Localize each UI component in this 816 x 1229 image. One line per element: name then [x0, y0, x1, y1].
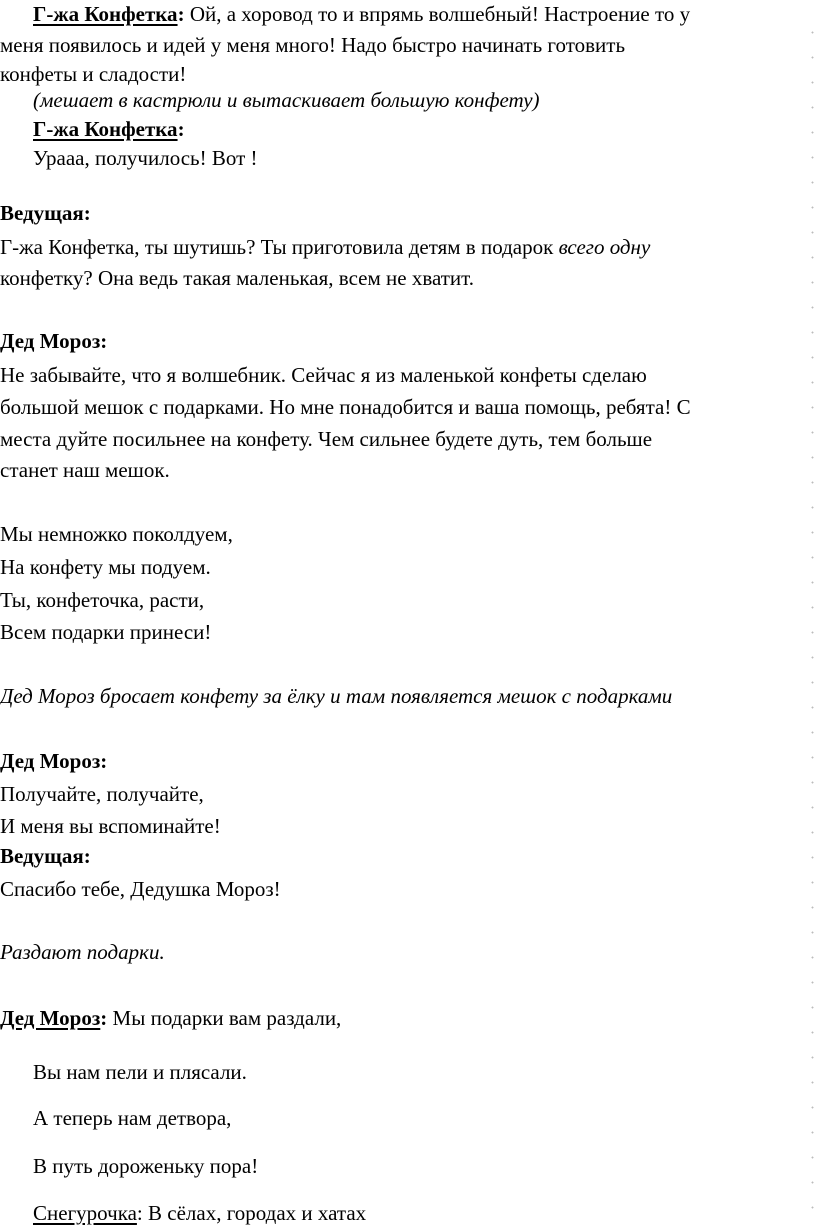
line-14 [0, 460, 170, 481]
dialogue-text: Г-жа Конфетка, ты шутишь? Ты приготовила детям в подарок [0, 235, 559, 259]
stage-direction-text: Дед Мороз бросает конфету за ёлку и там появляется мешок с подарками [0, 684, 673, 708]
dialogue-text: большой мешок с подарками. Но мне понадобится и ваша помощь, ребята! С [0, 395, 691, 419]
speaker-name: Ведущая: [0, 844, 91, 868]
dialogue-text: конфеты и сладости! [0, 62, 187, 86]
verse-line [0, 524, 233, 545]
stage-direction [0, 942, 165, 963]
speaker-colon: : [100, 1006, 108, 1030]
speaker-colon: : [177, 2, 185, 26]
line-8 [0, 237, 650, 258]
stage-direction-text: (мешает в кастрюли и вытаскивает большую конфету) [33, 88, 540, 112]
verse-text: Вы нам пели и плясали. [33, 1060, 247, 1084]
verse-text: А теперь нам детвора, [33, 1106, 232, 1130]
stage-direction-text: Раздают подарки. [0, 940, 165, 964]
dialogue-text: Не забывайте, что я волшебник. Сейчас я из маленькой конфеты сделаю [0, 363, 647, 387]
speaker-ded-moroz [0, 751, 107, 772]
verse-line [33, 1108, 231, 1129]
dialogue-text: Урааа, получилось! Вот ! [33, 146, 258, 170]
speaker-name: Ведущая: [0, 201, 91, 225]
verse-text: Ты, конфеточка, расти, [0, 588, 205, 612]
dialogue-emphasis: всего одну [558, 235, 651, 259]
dialogue-text: места дуйте посильнее на конфету. Чем сильнее будете дуть, тем больше [0, 427, 653, 451]
verse-line [33, 1062, 247, 1083]
verse-line [0, 816, 221, 837]
line-26 [0, 1008, 341, 1029]
speaker-snegurochka: Снегурочка [33, 1201, 137, 1225]
stage-direction [33, 90, 540, 111]
verse-line [33, 1156, 258, 1177]
verse-text: В путь дороженьку пора! [33, 1154, 259, 1178]
verse-line [0, 784, 204, 805]
line-1 [33, 4, 690, 25]
dialogue-text: меня появилось и идей у меня много! Надо быстро начинать готовить [0, 33, 626, 57]
dialogue-line [0, 879, 281, 900]
verse-line [0, 622, 211, 643]
dialogue-text: конфетку? Она ведь такая маленькая, всем не хватит. [0, 266, 474, 290]
speaker-name: Дед Мороз: [0, 329, 108, 353]
speaker-veduschaya [0, 846, 91, 867]
line-5 [33, 119, 185, 140]
speaker-ded-moroz [0, 331, 107, 352]
line-9 [0, 268, 474, 289]
verse-text: На конфету мы подуем. [0, 555, 211, 579]
dialogue-text: Спасибо тебе, Дедушка Мороз! [0, 877, 281, 901]
line-12 [0, 397, 691, 418]
dialogue-text: Мы подарки вам раздали, [107, 1006, 342, 1030]
verse-text: Всем подарки принеси! [0, 620, 212, 644]
speaker-gzha-konfetka: Г-жа Конфетка [33, 117, 178, 141]
speaker-gzha-konfetka: Г-жа Конфетка [33, 2, 178, 26]
speaker-colon: : [177, 117, 185, 141]
line-11 [0, 365, 647, 386]
verse-line [0, 557, 211, 578]
line-3 [0, 64, 186, 85]
line-30 [33, 1203, 366, 1224]
line-13 [0, 429, 652, 450]
stage-direction [0, 686, 672, 707]
speaker-veduschaya [0, 203, 91, 224]
line-2 [0, 35, 625, 56]
margin-dotted-line [811, 20, 814, 1220]
dialogue-text: станет наш мешок. [0, 458, 170, 482]
dialogue-text: Ой, а хоровод то и впрямь волшебный! Настроение то у [184, 2, 691, 26]
verse-text: Мы немножко поколдуем, [0, 522, 233, 546]
verse-line [0, 590, 204, 611]
speaker-ded-moroz-name: Дед Мороз [0, 1006, 101, 1030]
line-6 [33, 148, 258, 169]
speaker-name: Дед Мороз: [0, 749, 108, 773]
dialogue-text: : В сёлах, городах и хатах [136, 1201, 367, 1225]
verse-text: Получайте, получайте, [0, 782, 204, 806]
verse-text: И меня вы вспоминайте! [0, 814, 221, 838]
